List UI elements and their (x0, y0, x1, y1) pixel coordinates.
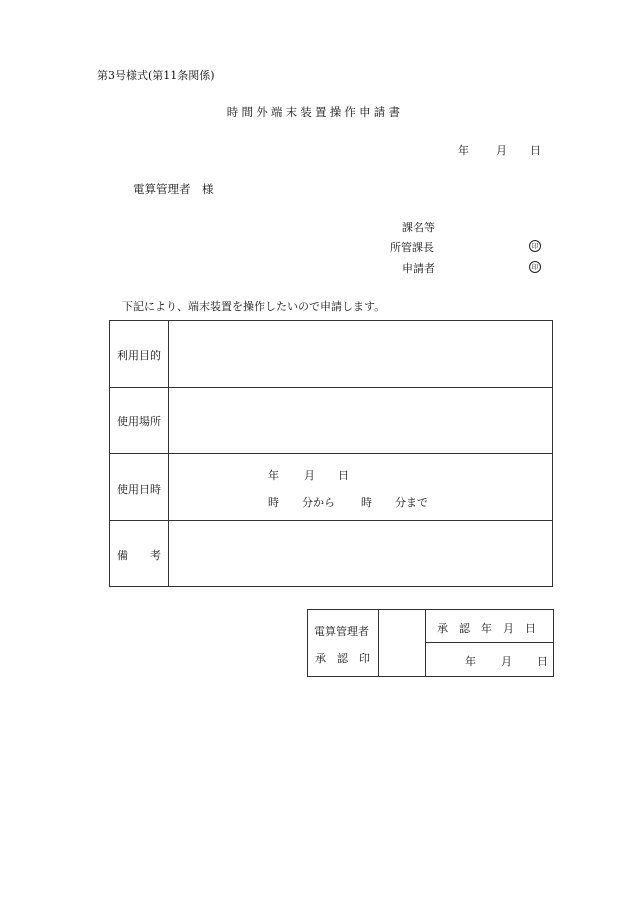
section-name-label: 課名等 (402, 221, 435, 234)
time-from-minute: 分から (302, 496, 335, 509)
seal-mark-icon: 印 (529, 240, 541, 252)
approval-divider (425, 610, 426, 676)
remarks-row (110, 521, 552, 586)
approval-box (307, 609, 554, 677)
time-to-minute: 分まで (395, 496, 428, 509)
applicant-label: 申請者 (402, 262, 435, 275)
use-date-year: 年 (268, 469, 279, 482)
date-day-label: 日 (530, 144, 541, 157)
approval-divider (378, 610, 379, 676)
time-to-hour: 時 (361, 496, 372, 509)
time-from-hour: 時 (268, 496, 279, 509)
application-table (109, 320, 553, 587)
addressee: 電算管理者 様 (133, 182, 214, 196)
purpose-label: 利用目的 (117, 349, 161, 362)
use-date-month: 月 (304, 469, 315, 482)
purpose-row (110, 321, 552, 388)
approval-date-divider (425, 642, 553, 643)
remarks-label: 備 考 (117, 549, 161, 562)
datetime-row (110, 454, 552, 521)
seal-mark-icon: 印 (529, 261, 541, 273)
date-year-label: 年 (458, 144, 469, 157)
approval-date-month: 月 (501, 655, 512, 668)
approver-label: 電算管理者 (314, 625, 369, 638)
document-title: 時間外端末装置操作申請書 (226, 105, 404, 119)
form-number: 第3号様式(第11条関係) (97, 69, 215, 82)
intro-text: 下記により、端末装置を操作したいので申請します。 (122, 300, 386, 313)
section-chief-label: 所管課長 (390, 241, 434, 254)
date-month-label: 月 (496, 144, 507, 157)
approval-date-year: 年 (465, 655, 476, 668)
approval-date-label: 承 認 年 月 日 (437, 622, 536, 635)
datetime-label: 使用日時 (117, 483, 161, 496)
use-date-day: 日 (338, 469, 349, 482)
place-label: 使用場所 (117, 415, 161, 428)
place-row (110, 388, 552, 454)
approval-date-day: 日 (537, 655, 548, 668)
approval-seal-label: 承 認 印 (315, 652, 370, 665)
